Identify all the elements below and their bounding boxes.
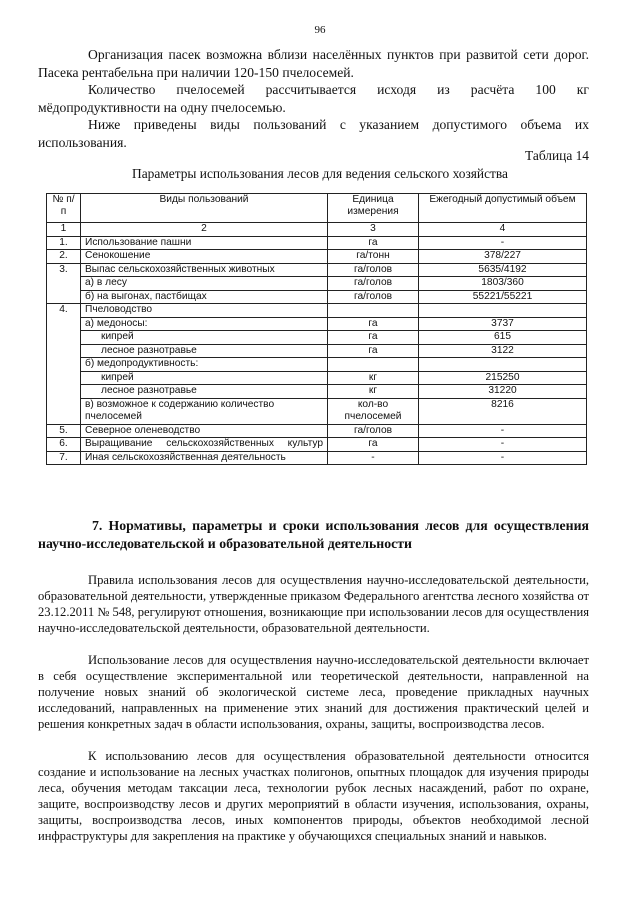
row-num: 3. <box>47 263 81 304</box>
row-unit: га <box>328 331 419 345</box>
row-unit <box>328 304 419 318</box>
table-row <box>47 438 587 452</box>
table-row <box>47 250 587 264</box>
row-num: 2. <box>47 250 81 264</box>
table-row <box>47 451 587 465</box>
table-label: Таблица 14 <box>525 148 589 163</box>
row-type: б) медопродуктивность: <box>81 358 328 372</box>
row-unit: - <box>328 451 419 465</box>
row-type: Пчеловодство <box>81 304 328 318</box>
row-unit: га/голов <box>328 424 419 438</box>
body-paragraph-2: Использование лесов для осуществления научно-исследовательской деятельности включает в себя осуществление экспериментальной или теоретической деятельности, направленной на получение новых знаний об экологической системе леса, проведение прикладных научных исследований, направленных на применение этих знаний для достижения практический целей и решения конкретных задач в области использования, охраны, защиты, воспроизводства лесов. <box>38 653 589 731</box>
row-value: 5635/4192 <box>419 263 587 277</box>
table-row <box>47 263 587 277</box>
header-volume: Ежегодный допустимый объем <box>419 194 587 223</box>
row-unit: га/голов <box>328 290 419 304</box>
row-unit: га <box>328 317 419 331</box>
row-unit: кг <box>328 371 419 385</box>
col-number: 3 <box>328 223 419 237</box>
table-row <box>47 424 587 438</box>
section-heading <box>38 517 589 553</box>
row-value: 3737 <box>419 317 587 331</box>
row-type: кипрей <box>81 331 328 345</box>
header-num: № п/п <box>47 194 81 223</box>
row-type: Использование пашни <box>81 236 328 250</box>
table-row <box>47 344 587 358</box>
table-row <box>47 358 587 372</box>
table-header-row <box>47 194 587 223</box>
row-type: Северное оленеводство <box>81 424 328 438</box>
row-value: 31220 <box>419 385 587 399</box>
row-type: лесное разнотравье <box>81 344 328 358</box>
table-row <box>47 385 587 399</box>
row-value: 1803/360 <box>419 277 587 291</box>
column-number-row <box>47 223 587 237</box>
row-unit <box>328 358 419 372</box>
table-row <box>47 371 587 385</box>
header-type: Виды пользований <box>81 194 328 223</box>
row-value: 8216 <box>419 398 587 424</box>
row-value: - <box>419 438 587 452</box>
row-value <box>419 358 587 372</box>
row-unit: га/голов <box>328 277 419 291</box>
row-type: а) медоносы: <box>81 317 328 331</box>
row-unit: га <box>328 236 419 250</box>
row-value: 55221/55221 <box>419 290 587 304</box>
row-value: 3122 <box>419 344 587 358</box>
table-title: Параметры использования лесов для ведения сельского хозяйства <box>132 166 508 181</box>
table-row <box>47 331 587 345</box>
row-num: 7. <box>47 451 81 465</box>
section-number: 7. <box>92 518 103 533</box>
row-type: лесное разнотравье <box>81 385 328 399</box>
row-num: 4. <box>47 304 81 425</box>
table-row <box>47 277 587 291</box>
row-unit: кол-во пчелосемей <box>328 398 419 424</box>
col-number: 1 <box>47 223 81 237</box>
row-unit: га/тонн <box>328 250 419 264</box>
table-row <box>47 317 587 331</box>
row-value: 615 <box>419 331 587 345</box>
table-row <box>47 304 587 318</box>
row-value: - <box>419 424 587 438</box>
row-unit: га/голов <box>328 263 419 277</box>
forest-use-table <box>46 193 587 465</box>
col-number: 4 <box>419 223 587 237</box>
row-value: 378/227 <box>419 250 587 264</box>
intro-paragraph-2: Количество пчелосемей рассчитывается исходя из расчёта 100 кг мёдопродуктивности на одну пчелосемью. <box>38 82 589 115</box>
row-type: Иная сельскохозяйственная деятельность <box>81 451 328 465</box>
table-row <box>47 236 587 250</box>
row-type: Выращивание сельскохозяйственных культур <box>81 438 328 452</box>
row-type: кипрей <box>81 371 328 385</box>
body-paragraph-1: Правила использования лесов для осуществления научно-исследовательской деятельности, образовательной деятельности, утвержденные приказом Федерального агентства лесного хозяйства от 23.12.2011 № 548, регулируют отношения, возникающие при использовании лесов для осуществления научно-исследовательской деятельности, образовательной деятельности. <box>38 573 589 635</box>
table-row <box>47 398 587 424</box>
section-title: Нормативы, параметры и сроки использования лесов для осуществления научно-исследовательской и образовательной деятельности <box>38 518 589 551</box>
row-num: 1. <box>47 236 81 250</box>
intro-paragraph-1: Организация пасек возможна вблизи населённых пунктов при развитой сети дорог. Пасека рентабельна при наличии 120-150 пчелосемей. <box>38 47 589 80</box>
row-unit: кг <box>328 385 419 399</box>
row-type: б) на выгонах, пастбищах <box>81 290 328 304</box>
col-number: 2 <box>81 223 328 237</box>
row-unit: га <box>328 344 419 358</box>
row-type: Сенокошение <box>81 250 328 264</box>
row-type: а) в лесу <box>81 277 328 291</box>
intro-paragraph-3: Ниже приведены виды пользований с указанием допустимого объема их использования. <box>38 117 589 150</box>
header-unit: Единица измерения <box>328 194 419 223</box>
table-row <box>47 290 587 304</box>
row-type: Выпас сельскохозяйственных животных <box>81 263 328 277</box>
row-num: 5. <box>47 424 81 438</box>
row-unit: га <box>328 438 419 452</box>
body-paragraph-3: К использованию лесов для осуществления образовательной деятельности относится создание и использование на лесных участках полигонов, опытных площадок для изучения природы леса, обучения методам таксации леса, технологии рубок лесных насаждений, работ по охране, защите, воспроизводству лесов и других мероприятий в области изучения, использования, охраны, защиты, воспроизводства лесов, иных компонентов природы, объектов необходимой лесной инфраструктуры для закрепления на практике у обучающихся специальных знаний и навыков. <box>38 749 589 843</box>
row-value <box>419 304 587 318</box>
page-number: 96 <box>314 24 326 36</box>
row-num: 6. <box>47 438 81 452</box>
row-value: - <box>419 451 587 465</box>
row-value: - <box>419 236 587 250</box>
row-value: 215250 <box>419 371 587 385</box>
row-type: в) возможное к содержанию количество пчелосемей <box>81 398 328 424</box>
